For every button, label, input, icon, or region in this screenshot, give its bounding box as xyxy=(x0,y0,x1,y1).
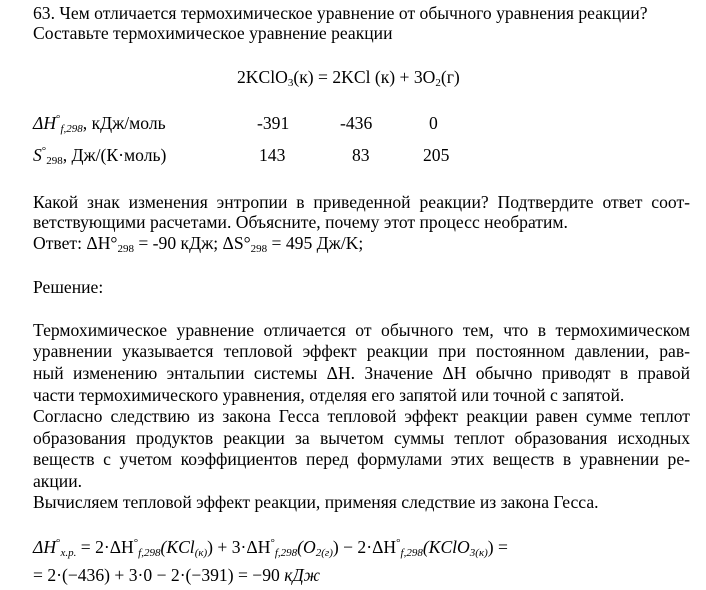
formula-term-1-arg: (KCl xyxy=(160,537,195,557)
question-line-1: Какой знак изменения энтропии в приведенной реакции? Подтвердите ответ соот- xyxy=(33,192,690,212)
formula-term-1-sub: f,298 xyxy=(138,547,161,559)
formula-lhs: ΔH xyxy=(33,537,57,557)
formula-term-2-arg: (O xyxy=(297,537,316,557)
formula-term-1: = 2·ΔH xyxy=(76,537,134,557)
enthalpy-value-kcl: -436 xyxy=(340,113,373,133)
problem-line-1: 63. Чем отличается термохимическое уравнение от обычного уравнения реакции? xyxy=(33,3,648,23)
solution-heading: Решение: xyxy=(33,277,104,297)
reaction-right-state: (г) xyxy=(440,67,460,87)
entropy-value-o2: 205 xyxy=(423,145,450,165)
reaction-left-sub: 3 xyxy=(287,77,294,89)
solution-line-8: акции. xyxy=(33,471,83,491)
reaction-left: 2KClO xyxy=(237,67,288,87)
formula-term-3-sub: f,298 xyxy=(400,547,423,559)
entropy-symbol: S xyxy=(33,145,42,165)
answer-sub-2: 298 xyxy=(250,243,268,255)
solution-line-7: веществ с учетом коэффициентов перед формулами этих веществ в уравнении ре- xyxy=(33,449,690,469)
formula-term-3-arg-sub: 3(к) xyxy=(469,547,488,559)
question-line-2: ветствующими расчетами. Объясните, почему этот процесс необратим. xyxy=(33,212,568,232)
enthalpy-sup: ° xyxy=(56,113,61,126)
formula-term-1-arg-sub: (к) xyxy=(194,547,208,559)
reaction-middle: (к) = 2KCl (к) + 3O xyxy=(293,67,436,87)
formula-term-3-arg: (KClO xyxy=(422,537,470,557)
enthalpy-symbol: ΔH xyxy=(33,113,57,133)
solution-line-5: Согласно следствию из закона Гесса тепловой эффект реакции равен сумме теплот xyxy=(33,406,690,426)
enthalpy-unit: , кДж/моль xyxy=(82,113,166,133)
entropy-value-kcl: 83 xyxy=(352,145,370,165)
formula-line-2 xyxy=(33,563,320,587)
formula-lhs-sub: x.p. xyxy=(60,547,77,559)
enthalpy-value-o2: 0 xyxy=(429,113,438,133)
formula-term-2-sub: f,298 xyxy=(274,547,298,559)
entropy-unit: , Дж/(К·моль) xyxy=(62,145,167,165)
problem-line-2: Составьте термохимическое уравнение реакции xyxy=(33,23,393,43)
solution-line-6: образования продуктов реакции за вычетом суммы теплот образования исходных xyxy=(33,428,690,448)
formula-line-1: $\Delta H^\circ_{x.p.} = 2\cdot\Delta H^\circ_{f,298}(KCl_{(к)}) + 3\cdot\Delta H^\circ_{f,298}(O_{2(г)})$ − $2\cdot\Delta H^\circ_{f,298}(KClO_{3(к)})$ = xyxy=(33,537,508,559)
solution-line-4: части термохимического уравнения, отделяя его запятой или точной с запятой. xyxy=(33,385,625,405)
solution-line-9: Вычисляем тепловой эффект реакции, применяя следствие из закона Гесса. xyxy=(33,492,599,512)
solution-line-3: ный изменению энтальпии системы ΔH. Значение ΔH обычно приводят в правой xyxy=(33,363,690,383)
entropy-sup: ° xyxy=(41,145,47,158)
enthalpy-row-label xyxy=(33,112,166,134)
solution-line-1: Термохимическое уравнение отличается от обычного тем, что в термохимическом xyxy=(33,320,690,340)
formula-result-expr: = 2·(−436) + 3·0 − 2·(−391) = −90 xyxy=(33,565,285,585)
answer-line xyxy=(33,232,363,254)
formula-term-2: ) + 3·ΔH xyxy=(207,537,271,557)
solution-line-2: уравнении указывается тепловой эффект реакции при постоянном давлении, рав- xyxy=(33,341,690,361)
enthalpy-sub: f,298 xyxy=(60,123,83,135)
answer-pre: Ответ: ΔH° xyxy=(33,233,118,253)
formula-result-unit: кДж xyxy=(284,565,321,585)
formula-term-2-arg-sub: 2(г) xyxy=(315,547,333,559)
reaction-right-sub: 2 xyxy=(435,77,441,89)
entropy-sub: 298 xyxy=(46,155,63,167)
answer-sub-1: 298 xyxy=(117,243,134,255)
enthalpy-value-kclo3: -391 xyxy=(257,113,290,133)
entropy-row-label xyxy=(33,144,166,166)
answer-post: = 495 Дж/K; xyxy=(267,233,364,253)
formula-end: ) = xyxy=(487,537,508,557)
entropy-value-kclo3: 143 xyxy=(259,145,286,165)
answer-mid: = -90 кДж; ΔS° xyxy=(133,233,251,253)
formula-term-3: ) − 2·ΔH xyxy=(332,537,397,557)
reaction-equation xyxy=(237,66,460,88)
